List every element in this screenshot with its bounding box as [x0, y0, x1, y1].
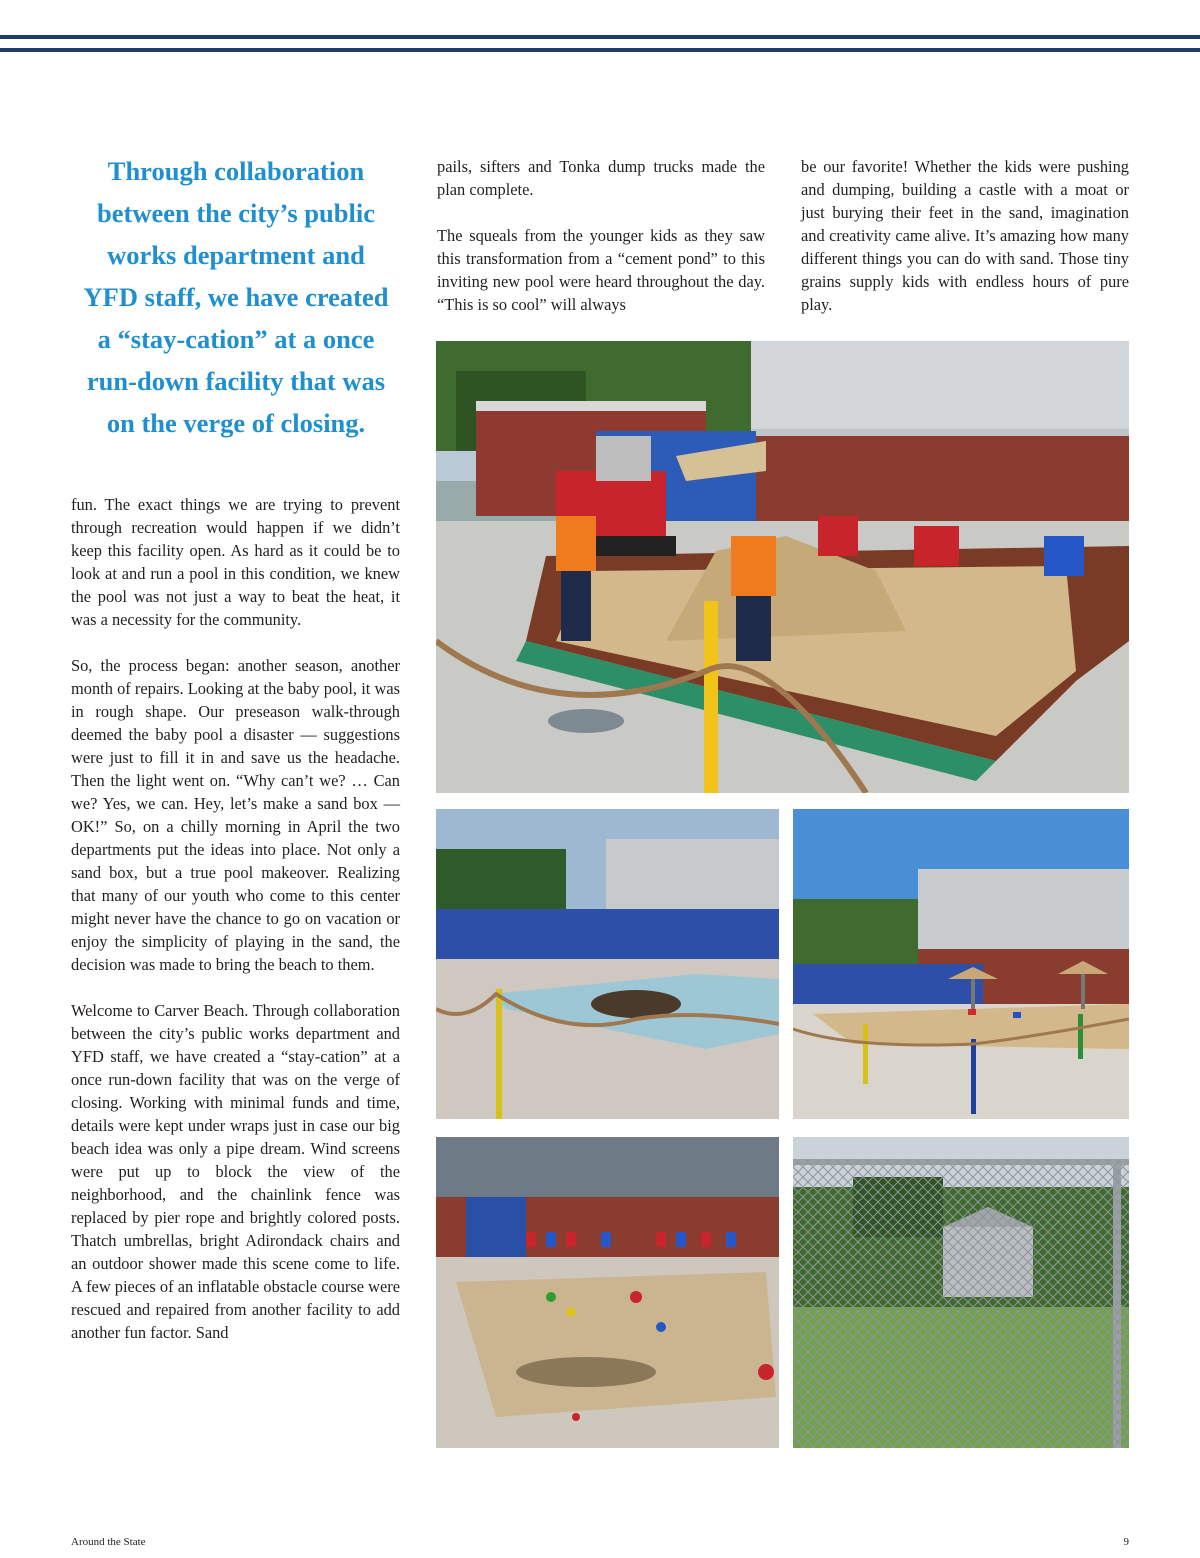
footer-page-number: 9	[1123, 1536, 1129, 1548]
paragraph: be our favorite! Whether the kids were pushing and dumping, building a castle with a moat or just burying their feet in the sand, imagination and creativity came alive. It’s amazing how many different things you can do with sand. Those tiny grains supply kids with endless hours of pure play.	[801, 157, 1129, 314]
footer-publication: Around the State	[71, 1536, 146, 1548]
header-rule-top	[0, 35, 1200, 39]
article-column-2	[437, 155, 765, 316]
article-column-3	[801, 155, 1129, 316]
pull-quote-line: on the verge of closing.	[106, 408, 366, 438]
pull-quote-line: run-down facility that was	[86, 366, 386, 396]
pull-quote-line: between the city’s public	[97, 198, 375, 228]
pull-quote-line: a “stay-cation” at a once	[97, 324, 375, 354]
pull-quote-line: Through collaboration	[107, 156, 365, 186]
photo-sand-toys	[436, 1137, 779, 1448]
photo-finished-beach	[793, 809, 1129, 1119]
photo-chainlink-fence	[793, 1137, 1129, 1448]
photo-old-baby-pool	[436, 809, 779, 1119]
paragraph: The squeals from the younger kids as they saw this transformation from a “cement pond” to this inviting new pool were heard throughout the day. “This is so cool” will always	[437, 226, 765, 314]
pull-quote	[70, 150, 402, 444]
paragraph: pails, sifters and Tonka dump trucks made the plan complete.	[437, 157, 765, 199]
paragraph: So, the process began: another season, another month of repairs. Looking at the baby pool, it was in rough shape. Our preseason walk-through deemed the baby pool a disaster — suggestions were just to fill it in and save us the headache. Then the light went on. “Why can’t we? … Can we? Yes, we can. Hey, let’s make a sand box — OK!” So, on a chilly morning in April the two departments put the ideas into place. Not only a sand box, but a true pool makeover. Realizing that many of our youth who come to this center might never have the chance to go on vacation or enjoy the simplicity of playing in the sand, the decision was made to bring the beach to them.	[71, 656, 400, 974]
photo-sand-delivery	[436, 341, 1129, 793]
pull-quote-line: YFD staff, we have created	[83, 282, 389, 312]
paragraph: Welcome to Carver Beach. Through collaboration between the city’s public works department and YFD staff, we have created a “stay-cation” at a once run-down facility that was on the verge of closing. Working with minimal funds and time, details were kept under wraps just in case our big beach idea was only a pipe dream. Wind screens were put up to block the view of the neighborhood, and the chainlink fence was replaced by pier rope and brightly colored posts. Thatch umbrellas, bright Adirondack chairs and an outdoor shower made this scene come to life. A few pieces of an inflatable obstacle course were rescued and repaired from another facility to add another fun factor. Sand	[71, 1001, 400, 1342]
pull-quote-line: works department and	[107, 240, 365, 270]
article-column-1	[71, 493, 400, 1344]
paragraph: fun. The exact things we are trying to prevent through recreation would happen if we didn’t keep this facility open. As hard as it could be to look at and run a pool in this condition, we knew the pool was not just a way to beat the heat, it was a necessity for the community.	[71, 495, 400, 629]
header-rule-bottom	[0, 48, 1200, 52]
